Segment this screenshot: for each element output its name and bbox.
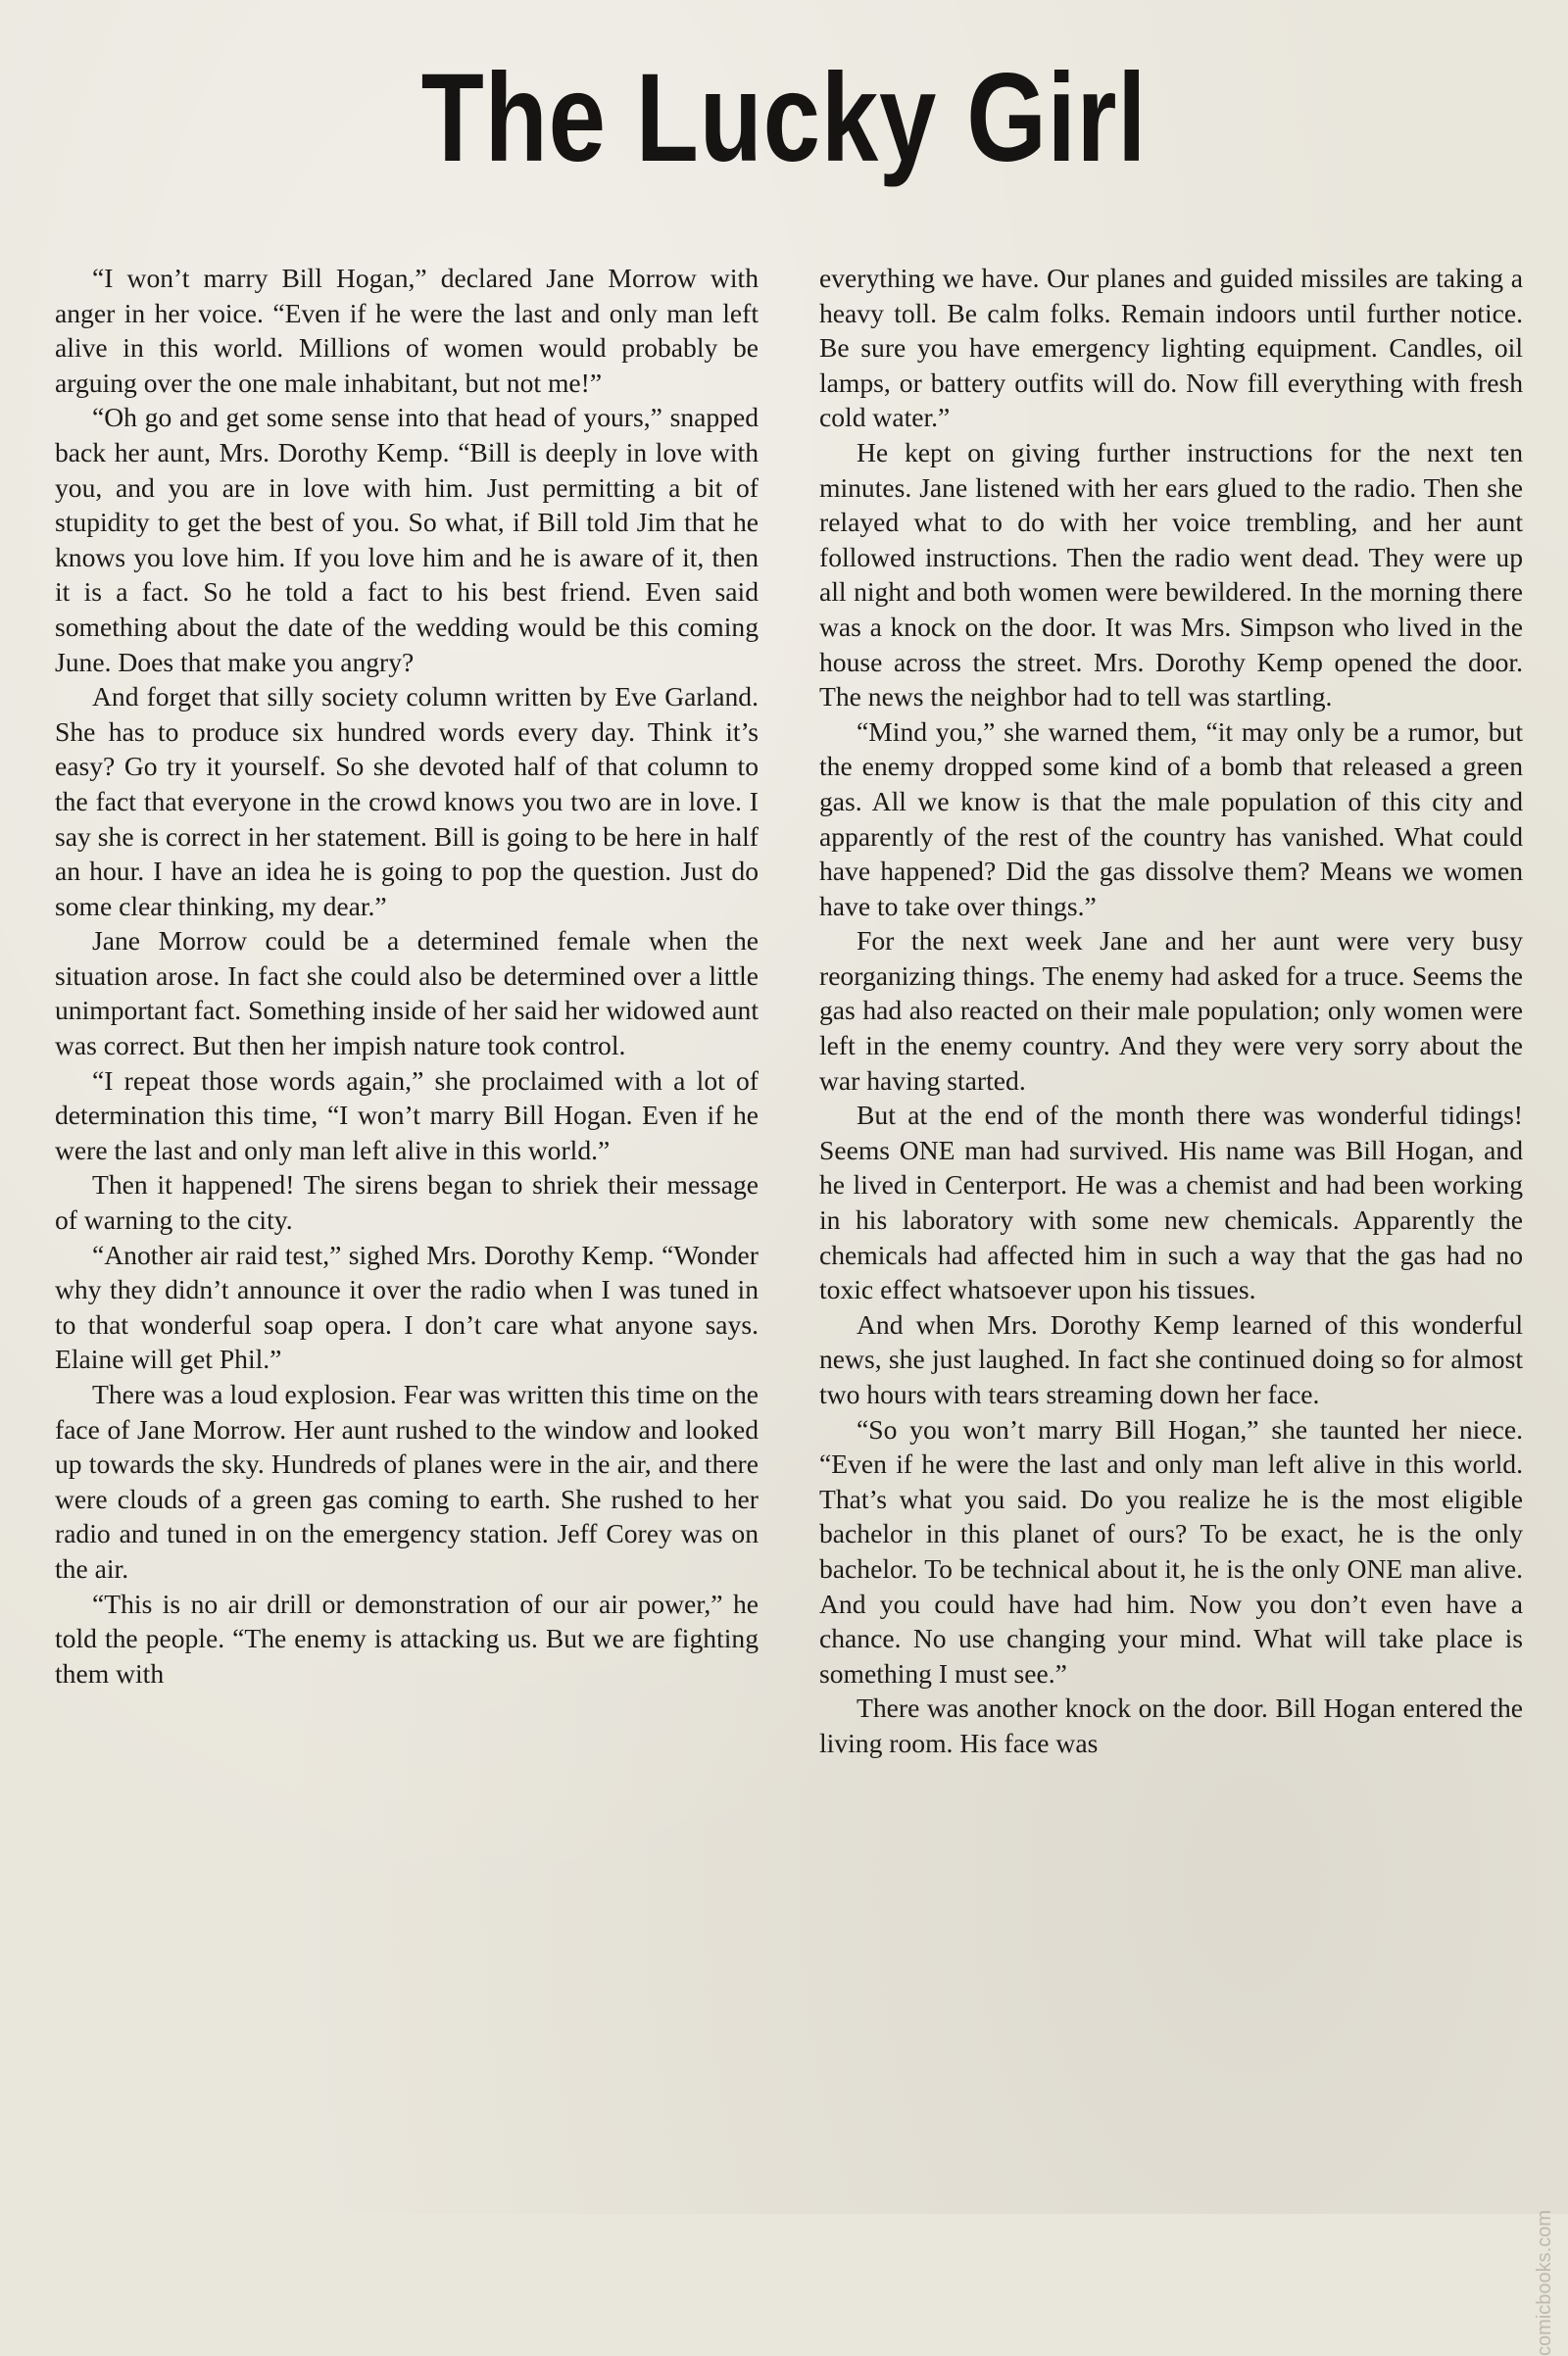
paragraph: There was a loud explosion. Fear was written this time on the face of Jane Morrow. Her aunt rushed to the window and looked up towards the sky. Hundreds of planes were in the air, and there were clouds of a green gas coming to earth. She rushed to her radio and tuned in on the emergency station. Jeff Corey was on the air.	[55, 1379, 759, 1584]
paragraph: “Mind you,” she warned them, “it may only be a rumor, but the enemy dropped some kind of a bomb that released a green gas. All we know is that the male population of this city and apparently of the rest of the country has vanished. What could have happened? Did the gas dissolve them? Means we women have to take over things.”	[819, 715, 1523, 921]
paragraph: For the next week Jane and her aunt were very busy reorganizing things. The enemy had asked for a truce. Seems the gas had also reacted on their male population; only women were left in the enemy country. And they were very sorry about the war having started.	[819, 925, 1523, 1096]
paragraph: And forget that silly society column written by Eve Garland. She has to produce six hundred words every day. Think it’s easy? Go try it yourself. So she devoted half of that column to the fact that everyone in the crowd knows you two are in love. I say she is correct in her statement. Bill is going to be here in half an hour. I have an idea he is going to pop the question. Just do some clear thinking, my dear.”	[55, 681, 759, 921]
paragraph: “Oh go and get some sense into that head of yours,” snapped back her aunt, Mrs. Dorothy Kemp. “Bill is deeply in love with you, and you are in love with him. Just permitting a bit of stupidity to get the best of you. So what, if Bill told Jim that he knows you love him. If you love him and he is aware of it, then it is a fact. So he told a fact to his best friend. Even said something about the date of the wedding would be this coming June. Does that make you angry?	[55, 402, 759, 677]
left-column	[55, 261, 759, 2182]
paragraph: Jane Morrow could be a determined female when the situation arose. In fact she could also be determined over a little unimportant fact. Something inside of her said her widowed aunt was correct. But then her impish nature took control.	[55, 925, 759, 1061]
right-column	[819, 261, 1523, 2182]
article-title: The Lucky Girl	[420, 48, 1148, 188]
paragraph: “This is no air drill or demonstration of our air power,” he told the people. “The enemy is attacking us. But we are fighting them with	[55, 1588, 759, 1689]
paragraph: Then it happened! The sirens began to shriek their message of warning to the city.	[55, 1169, 759, 1236]
paragraph: There was another knock on the door. Bill Hogan entered the living room. His face was	[819, 1693, 1523, 1758]
paragraph: “So you won’t marry Bill Hogan,” she taunted her niece. “Even if he were the last and only man left alive in this world. That’s what you said. Do you realize he is the most eligible bachelor in this planet of ours? To be exact, he is the only bachelor. To be technical about it, he is the only ONE man alive. And you could have had him. Now you don’t even have a chance. No use changing your mind. What will take place is something I must see.”	[819, 1413, 1523, 1689]
watermark: comicbooks.com	[1534, 2210, 1555, 2356]
paragraph: “Another air raid test,” sighed Mrs. Dorothy Kemp. “Wonder why they didn’t announce it over the radio when I was tuned in to that wonderful soap opera. I don’t care what anyone says. Elaine will get Phil.”	[55, 1239, 759, 1375]
paragraph: But at the end of the month there was wonderful tidings! Seems ONE man had survived. His name was Bill Hogan, and he lived in Centerport. He was a chemist and had been working in his laboratory with some new chemicals. Apparently the chemicals had affected him in such a way that the gas had no toxic effect whatsoever upon his tissues.	[819, 1100, 1523, 1305]
paragraph: “I repeat those words again,” she proclaimed with a lot of determination this time, “I won’t marry Bill Hogan. Even if he were the last and only man left alive in this world.”	[55, 1064, 759, 1165]
paragraph: “I won’t marry Bill Hogan,” declared Jane Morrow with anger in her voice. “Even if he were the last and only man left alive in this world. Millions of women would probably be arguing over the one male inhabitant, but not me!”	[55, 263, 759, 398]
paragraph: He kept on giving further instructions for the next ten minutes. Jane listened with her ears glued to the radio. Then she relayed what to do with her voice trembling, and her aunt followed instructions. Then the radio went dead. They were up all night and both women were bewildered. In the morning there was a knock on the door. It was Mrs. Simpson who lived in the house across the street. Mrs. Dorothy Kemp opened the door. The news the neighbor had to tell was startling.	[819, 436, 1523, 712]
paragraph: everything we have. Our planes and guided missiles are taking a heavy toll. Be calm folks. Remain indoors until further notice. Be sure you have emergency lighting equipment. Candles, oil lamps, or battery outfits will do. Now fill everything with fresh cold water.”	[819, 263, 1523, 433]
paragraph: And when Mrs. Dorothy Kemp learned of this wonderful news, she just laughed. In fact she continued doing so for almost two hours with tears streaming down her face.	[819, 1308, 1523, 1409]
